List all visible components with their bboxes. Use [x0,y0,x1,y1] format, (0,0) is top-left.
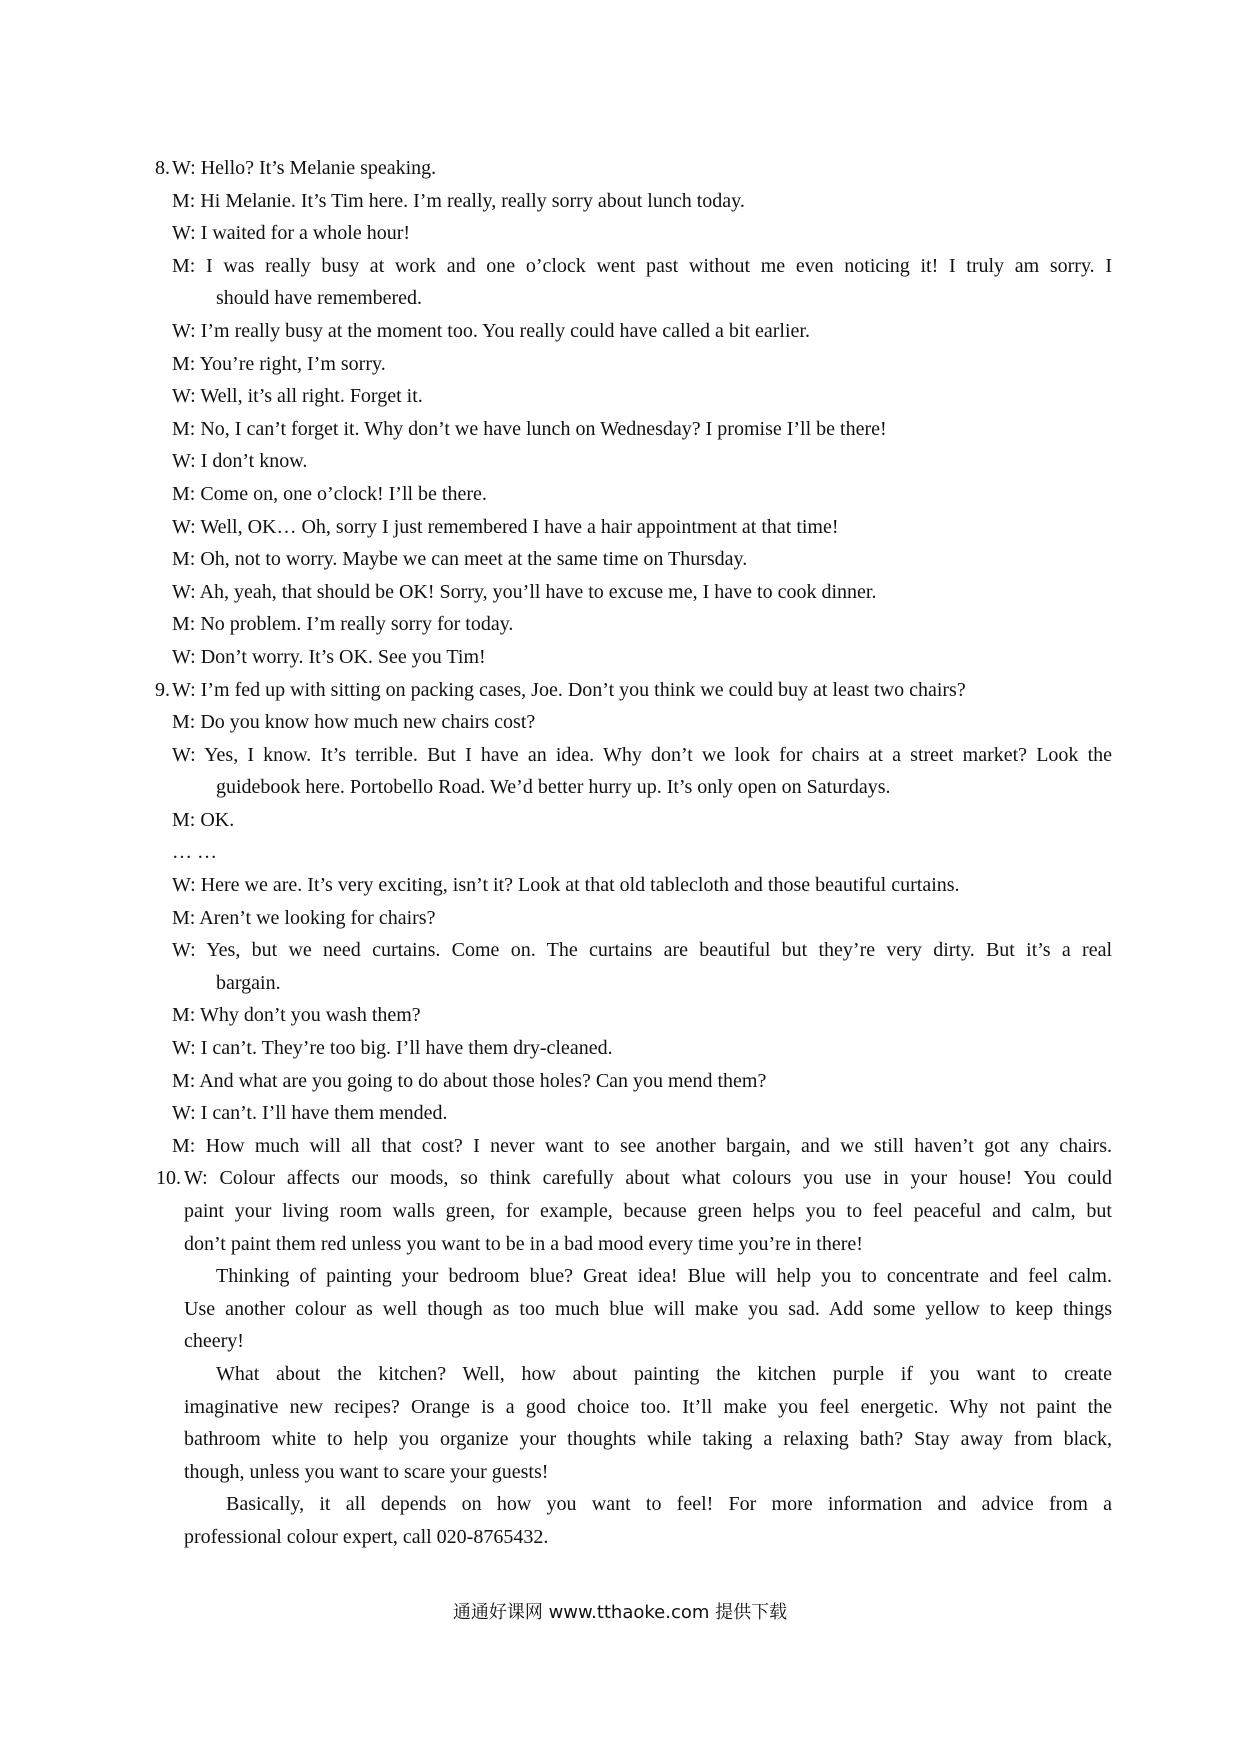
question-10 [0,1162,1240,1553]
transcript-line [0,869,1240,902]
dialogue-text: W: Ah, yeah, that should be OK! Sorry, you’ll have to excuse me, I have to cook dinner. [172,580,877,603]
transcript-line [0,315,1240,348]
transcript-line [0,608,1240,641]
question-8 [0,152,1240,674]
transcript-line [0,1391,1240,1424]
transcript-line [0,934,1240,967]
monologue-text: though, unless you want to scare your guests! [184,1460,549,1483]
transcript-line [0,1032,1240,1065]
transcript-line [0,445,1240,478]
transcript-content [0,152,1240,1554]
transcript-line [0,836,1240,869]
transcript-line [0,185,1240,218]
monologue-text: Use another colour as well though as too much blue will make you sad. Add some yellow to keep things [184,1297,1112,1320]
dialogue-text: M: And what are you going to do about those holes? Can you mend them? [172,1069,767,1092]
monologue-text: paint your living room walls green, for example, because green helps you to feel peaceful and calm, but [184,1200,1112,1222]
transcript-line [0,511,1240,544]
transcript-line [0,1065,1240,1098]
transcript-line [0,1521,1240,1554]
transcript-line [0,380,1240,413]
transcript-line [0,1130,1240,1163]
dialogue-text: W: Hello? It’s Melanie speaking. [172,157,437,179]
transcript-line [0,282,1240,315]
transcript-line [0,804,1240,837]
transcript-line [0,1358,1240,1391]
monologue-text: professional colour expert, call 020-8765432. [184,1525,549,1548]
transcript-line [0,641,1240,674]
dialogue-text: W: Well, OK… Oh, sorry I just remembered I have a hair appointment at that time! [172,515,839,538]
ellipsis-text: … … [172,841,217,864]
monologue-text: Thinking of painting your bedroom blue? Great idea! Blue will help you to concentrate and feel calm. [216,1265,1112,1288]
transcript-line [0,1456,1240,1489]
dialogue-text: W: Yes, I know. It’s terrible. But I have an idea. Why don’t we look for chairs at a street market? Look the [172,743,1112,766]
transcript-line [0,1228,1240,1261]
transcript-line [0,999,1240,1032]
transcript-line [0,1293,1240,1326]
question-9 [0,674,1240,1163]
transcript-line [0,152,1240,185]
transcript-line [0,348,1240,381]
dialogue-text: W: Yes, but we need curtains. Come on. The curtains are beautiful but they’re very dirty. But it’s a real [172,939,1112,962]
dialogue-text: M: Hi Melanie. It’s Tim here. I’m really, really sorry about lunch today. [172,189,745,212]
transcript-line [0,739,1240,772]
transcript-line [0,1423,1240,1456]
dialogue-text: W: I’m fed up with sitting on packing cases, Joe. Don’t you think we could buy at least two chairs? [172,678,966,701]
monologue-text: Basically, it all depends on how you want to feel! For more information and advice from a [226,1493,1112,1516]
dialogue-text: M: Aren’t we looking for chairs? [172,906,436,929]
dialogue-text: W: Don’t worry. It’s OK. See you Tim! [172,645,486,668]
transcript-line [0,1195,1240,1228]
question-number: 9. [155,678,170,701]
dialogue-text: guidebook here. Portobello Road. We’d better hurry up. It’s only open on Saturdays. [216,776,891,799]
transcript-line [0,217,1240,250]
dialogue-text: M: Why don’t you wash them? [172,1004,421,1027]
page-footer: 通通好课网 www.tthaoke.com 提供下载 [452,1602,788,1623]
dialogue-text: W: Well, it’s all right. Forget it. [172,385,423,408]
transcript-line [0,967,1240,1000]
transcript-line [0,1097,1240,1130]
dialogue-text: M: I was really busy at work and one o’clock went past without me even noticing it! I truly am sorry. I [172,254,1112,277]
dialogue-text: W: I’m really busy at the moment too. You really could have called a bit earlier. [172,319,810,342]
transcript-line [0,543,1240,576]
dialogue-text: M: Do you know how much new chairs cost? [172,711,536,734]
monologue-text: don’t paint them red unless you want to be in a bad mood every time you’re in there! [184,1232,863,1255]
monologue-text: imaginative new recipes? Orange is a good choice too. It’ll make you feel energetic. Why not paint the [184,1395,1112,1418]
dialogue-text: M: You’re right, I’m sorry. [172,352,386,375]
transcript-line [0,1162,1240,1195]
dialogue-text: W: I waited for a whole hour! [172,222,411,245]
monologue-text: What about the kitchen? Well, how about painting the kitchen purple if you want to create [216,1362,1112,1385]
transcript-line [0,576,1240,609]
dialogue-text: should have remembered. [216,287,423,310]
monologue-text: W: Colour affects our moods, so think carefully about what colours you use in your house! You could [184,1167,1112,1190]
dialogue-text: M: No problem. I’m really sorry for today. [172,613,514,636]
transcript-line [0,1488,1240,1521]
dialogue-text: W: I can’t. I’ll have them mended. [172,1102,448,1125]
dialogue-text: W: I can’t. They’re too big. I’ll have them dry-cleaned. [172,1037,613,1060]
transcript-line [0,706,1240,739]
transcript-line [0,1325,1240,1358]
monologue-text: cheery! [184,1330,244,1353]
transcript-line [0,771,1240,804]
question-number: 10. [156,1167,181,1190]
question-number: 8. [155,157,170,179]
dialogue-text: W: Here we are. It’s very exciting, isn’t it? Look at that old tablecloth and those beautiful curtains. [172,874,960,897]
dialogue-text: M: How much will all that cost? I never want to see another bargain, and we still haven’t got any chairs. [172,1134,1112,1157]
transcript-line [0,250,1240,283]
dialogue-text: W: I don’t know. [172,450,308,473]
dialogue-text: M: OK. [172,808,235,831]
dialogue-text: M: No, I can’t forget it. Why don’t we have lunch on Wednesday? I promise I’ll be there! [172,417,887,440]
dialogue-text: bargain. [216,971,281,994]
transcript-line [0,478,1240,511]
transcript-line [0,902,1240,935]
dialogue-text: M: Oh, not to worry. Maybe we can meet at the same time on Thursday. [172,548,748,571]
transcript-line [0,1260,1240,1293]
monologue-text: bathroom white to help you organize your thoughts while taking a relaxing bath? Stay away from black, [184,1428,1112,1451]
transcript-line [0,674,1240,707]
dialogue-text: M: Come on, one o’clock! I’ll be there. [172,482,487,505]
transcript-line [0,413,1240,446]
